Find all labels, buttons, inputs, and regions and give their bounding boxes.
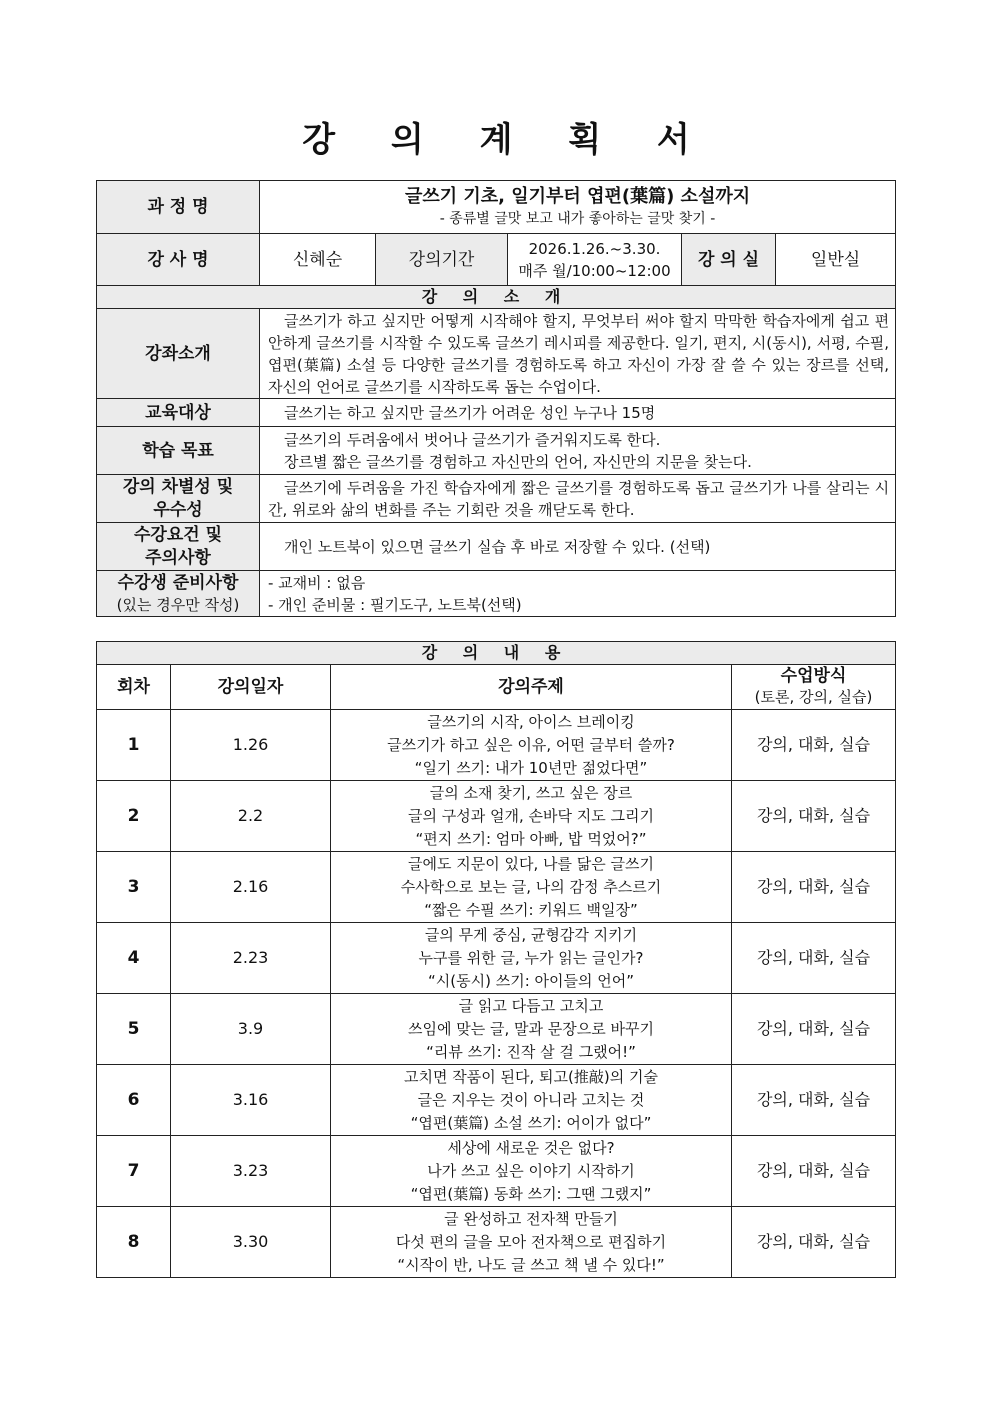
session-number: 1: [97, 710, 171, 781]
goal-line-2: 장르별 짧은 글쓰기를 경험하고 자신만의 언어, 자신만의 지문을 찾는다.: [284, 452, 752, 471]
topic-line-2: 수사학으로 보는 글, 나의 감정 추스르기: [400, 877, 662, 896]
topic-line-1: 글쓰기의 시작, 아이스 브레이킹: [427, 712, 635, 731]
requirement-label: [97, 523, 260, 571]
course-subtitle: - 종류별 글맛 보고 내가 좋아하는 글맛 찾기 -: [439, 211, 716, 227]
session-date: 3.16: [171, 1065, 331, 1136]
requirement-label-line-1: 수강요건 및: [133, 524, 223, 545]
distinct-label-line-1: 강의 차별성 및: [122, 476, 234, 497]
topic-line-3: “리뷰 쓰기: 진작 살 걸 그랬어!”: [426, 1042, 636, 1061]
period-cell: [508, 234, 682, 286]
period-time: 매주 월/10:00~12:00: [518, 261, 671, 280]
session-method: 강의, 대화, 실습: [732, 923, 896, 994]
topic-line-3: “짧은 수필 쓰기: 키워드 백일장”: [424, 900, 638, 919]
topic-line-3: “시작이 반, 나도 글 쓰고 책 낼 수 있다!”: [397, 1255, 665, 1274]
distinct-label: [97, 475, 260, 523]
session-method: 강의, 대화, 실습: [732, 852, 896, 923]
instructor-name: 신혜순: [260, 234, 376, 286]
session-date: 2.23: [171, 923, 331, 994]
session-number: 7: [97, 1136, 171, 1207]
topic-line-1: 글의 소재 찾기, 쓰고 싶은 장르: [429, 783, 633, 802]
prep-label-line-1: 수강생 준비사항: [117, 572, 239, 593]
session-method: 강의, 대화, 실습: [732, 710, 896, 781]
course-name-cell: [260, 181, 896, 234]
session-date: 3.23: [171, 1136, 331, 1207]
period-label: 강의기간: [376, 234, 508, 286]
session-method: 강의, 대화, 실습: [732, 1136, 896, 1207]
topic-line-1: 글의 무게 중심, 균형감각 지키기: [424, 925, 638, 944]
method-header-title: 수업방식: [780, 666, 847, 686]
intro-section-title: 강 의 소 개: [97, 286, 896, 309]
session-topic: [331, 1065, 732, 1136]
schedule-rows: [97, 710, 896, 1278]
session-date: 3.30: [171, 1207, 331, 1278]
topic-line-2: 글은 지우는 것이 아니라 고치는 것: [417, 1090, 645, 1109]
table-row: [97, 1207, 896, 1278]
session-topic: [331, 1207, 732, 1278]
session-number: 6: [97, 1065, 171, 1136]
prep-line-1: - 교재비 : 없음: [268, 573, 366, 592]
session-topic: [331, 1136, 732, 1207]
session-topic: [331, 710, 732, 781]
topic-line-1: 글에도 지문이 있다, 나를 닮은 글쓰기: [408, 854, 654, 873]
session-date: 3.9: [171, 994, 331, 1065]
distinct-text: 글쓰기에 두려움을 가진 학습자에게 짧은 글쓰기를 경험하도록 돕고 글쓰기가 나를 살리는 시간, 위로와 삶의 변화를 주는 기회란 것을 깨닫도록 한다.: [260, 475, 896, 523]
goal-cell: [260, 427, 896, 475]
session-number: 4: [97, 923, 171, 994]
schedule-table: [96, 641, 896, 1278]
session-topic: [331, 923, 732, 994]
prep-label: [97, 571, 260, 617]
requirement-text: 개인 노트북이 있으면 글쓰기 실습 후 바로 저장할 수 있다. (선택): [260, 523, 896, 571]
document-title: 강 의 계 획 서: [302, 120, 712, 160]
topic-line-2: 쓰임에 맞는 글, 말과 문장으로 바꾸기: [408, 1019, 654, 1038]
session-topic: [331, 994, 732, 1065]
table-row: [97, 923, 896, 994]
schedule-section-title: 강 의 내 용: [97, 642, 896, 665]
session-topic: [331, 781, 732, 852]
table-row: [97, 710, 896, 781]
session-method: 강의, 대화, 실습: [732, 781, 896, 852]
topic-line-3: “엽편(葉篇) 소설 쓰기: 어이가 없다”: [410, 1113, 652, 1132]
topic-line-1: 고치면 작품이 된다, 퇴고(推敲)의 기술: [404, 1067, 658, 1086]
topic-line-2: 글쓰기가 하고 싶은 이유, 어떤 글부터 쓸까?: [387, 735, 675, 754]
goal-line-1: 글쓰기의 두려움에서 벗어나 글쓰기가 즐거워지도록 한다.: [284, 430, 661, 449]
table-row: [97, 1065, 896, 1136]
topic-line-1: 세상에 새로운 것은 없다?: [447, 1138, 615, 1157]
session-date: 2.2: [171, 781, 331, 852]
session-number: 2: [97, 781, 171, 852]
target-text: 글쓰기는 하고 싶지만 글쓰기가 어려운 성인 누구나 15명: [260, 399, 896, 427]
topic-line-3: “엽편(葉篇) 동화 쓰기: 그땐 그랬지”: [410, 1184, 652, 1203]
distinct-label-line-2: 우수성: [153, 499, 203, 520]
table-row: [97, 852, 896, 923]
course-title: 글쓰기 기초, 일기부터 엽편(葉篇) 소설까지: [404, 186, 751, 207]
goal-label: 학습 목표: [97, 427, 260, 475]
topic-header: 강의주제: [331, 665, 732, 710]
overview-label: 강좌소개: [97, 309, 260, 399]
room-value: 일반실: [776, 234, 896, 286]
session-number: 5: [97, 994, 171, 1065]
topic-line-2: 나가 쓰고 싶은 이야기 시작하기: [427, 1161, 635, 1180]
topic-line-3: “시(동시) 쓰기: 아이들의 언어”: [428, 971, 634, 990]
period-dates: 2026.1.26.~3.30.: [528, 239, 661, 258]
method-header: [732, 665, 896, 710]
topic-line-1: 글 읽고 다듬고 고치고: [458, 996, 604, 1015]
method-header-sub: (토론, 강의, 실습): [754, 688, 873, 706]
room-label: 강 의 실: [682, 234, 776, 286]
session-number: 8: [97, 1207, 171, 1278]
session-date: 1.26: [171, 710, 331, 781]
session-number: 3: [97, 852, 171, 923]
table-row: [97, 1136, 896, 1207]
prep-line-2: - 개인 준비물 : 필기도구, 노트북(선택): [268, 595, 522, 614]
requirement-label-line-2: 주의사항: [145, 547, 211, 568]
overview-text: 글쓰기가 하고 싶지만 어떻게 시작해야 할지, 무엇부터 써야 할지 막막한 학습자에게 쉽고 편안하게 글쓰기를 시작할 수 있도록 글쓰기 레시피를 제공한다. 일기, 편지, 시(동시), 서평, 수필, 엽편(葉篇) 소설 등 다양한 글쓰기를 경험하도록 하고 자신이 가장 잘 쓸 수 있는 장르를 선택, 자신의 언어로 글쓰기를 시작하도록 돕는 수업이다.: [260, 309, 896, 399]
instructor-label: 강 사 명: [97, 234, 260, 286]
course-info-table: [96, 180, 896, 617]
topic-line-1: 글 완성하고 전자책 만들기: [444, 1209, 618, 1228]
table-row: [97, 994, 896, 1065]
date-header: 강의일자: [171, 665, 331, 710]
session-method: 강의, 대화, 실습: [732, 1207, 896, 1278]
topic-line-2: 다섯 편의 글을 모아 전자책으로 편집하기: [395, 1232, 667, 1251]
session-method: 강의, 대화, 실습: [732, 994, 896, 1065]
prep-cell: [260, 571, 896, 617]
session-topic: [331, 852, 732, 923]
session-header: 회차: [97, 665, 171, 710]
topic-line-2: 글의 구성과 얼개, 손바닥 지도 그리기: [408, 806, 654, 825]
topic-line-3: “일기 쓰기: 내가 10년만 젊었다면”: [414, 758, 648, 777]
session-method: 강의, 대화, 실습: [732, 1065, 896, 1136]
course-name-label: 과 정 명: [97, 181, 260, 234]
prep-label-line-2: (있는 경우만 작성): [116, 595, 240, 614]
topic-line-3: “편지 쓰기: 엄마 아빠, 밥 먹었어?”: [415, 829, 647, 848]
session-date: 2.16: [171, 852, 331, 923]
topic-line-2: 누구를 위한 글, 누가 읽는 글인가?: [418, 948, 644, 967]
target-label: 교육대상: [97, 399, 260, 427]
table-row: [97, 781, 896, 852]
